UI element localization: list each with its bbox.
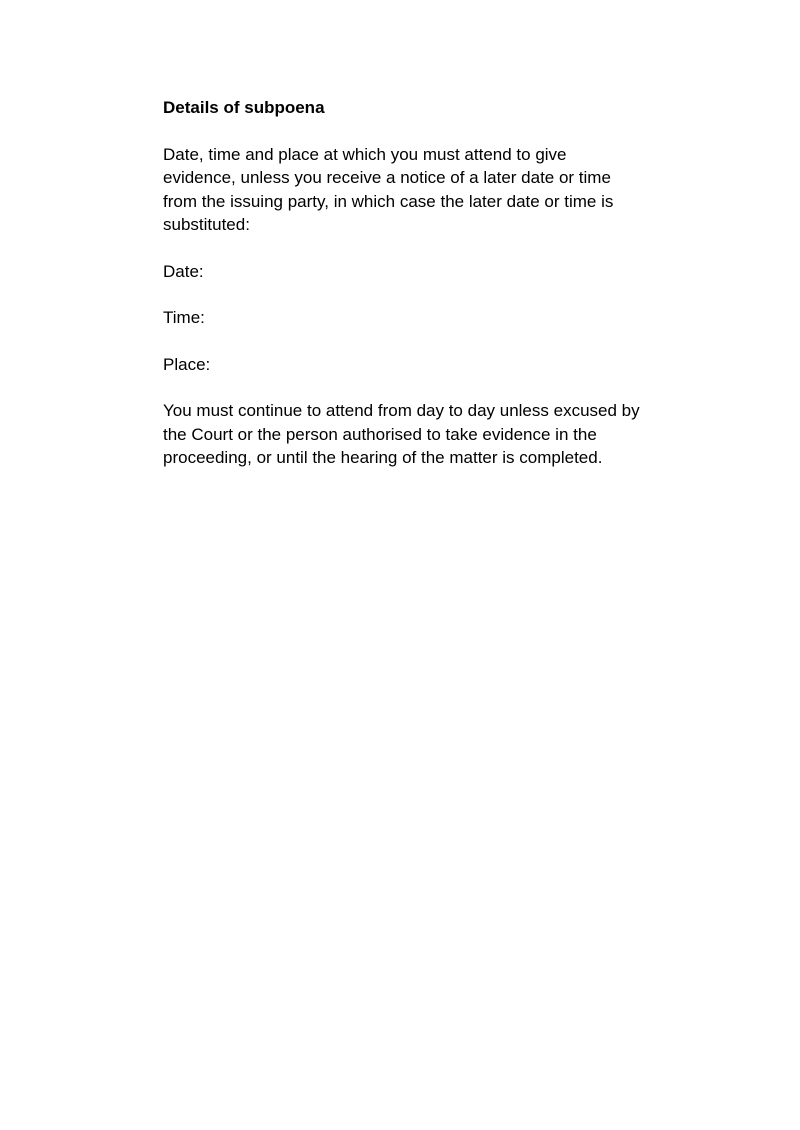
intro-paragraph: Date, time and place at which you must attend to give evidence, unless you receive a notice of a later date or time from the issuing party, in which case the later date or time is substituted: [163, 144, 614, 234]
section-heading: Details of subpoena [163, 98, 325, 117]
document-body [163, 96, 643, 493]
place-label: Place: [163, 354, 211, 374]
closing-paragraph: You must continue to attend from day to day unless excused by the Court or the person authorised to take evidence in the proceeding, or until the hearing of the matter is completed. [163, 401, 640, 467]
date-label: Date: [163, 261, 204, 281]
time-label: Time: [163, 308, 205, 327]
